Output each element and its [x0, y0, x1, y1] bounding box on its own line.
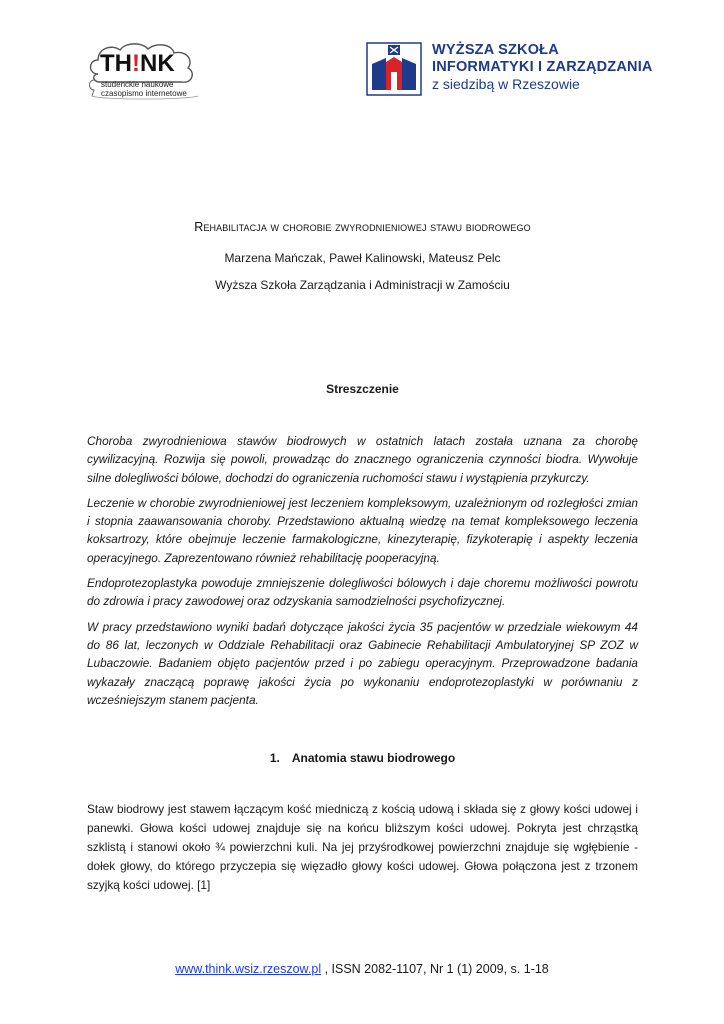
abstract	[87, 432, 638, 716]
think-logo	[86, 40, 204, 102]
section-title: Anatomia stawu biodrowego	[291, 751, 456, 765]
article-affiliation: Wyższa Szkoła Zarządzania i Administracji w Zamościu	[215, 278, 510, 292]
article-title: Rehabilitacja w chorobie zwyrodnieniowej stawu biodrowego	[194, 220, 531, 234]
page-footer	[0, 962, 724, 976]
footer-citation: , ISSN 2082-1107, Nr 1 (1) 2009, s. 1-18	[321, 962, 549, 976]
think-wordmark: TH!NK	[100, 50, 175, 77]
article-authors: Marzena Mańczak, Paweł Kalinowski, Mateusz Pelc	[224, 251, 501, 265]
wsiz-logo	[366, 42, 656, 96]
wsiz-line-1: WYŻSZA SZKOŁA	[432, 42, 559, 58]
wsiz-line-3: z siedzibą w Rzeszowie	[432, 76, 580, 92]
abstract-paragraph: Endoprotezoplastyka powoduje zmniejszenie dolegliwości bólowych i daje choremu możliwości powrotu do zdrowia i pracy zawodowej oraz odzyskania samodzielności psychofizycznej.	[87, 576, 638, 609]
section-paragraph: Staw biodrowy jest stawem łączącym kość miedniczą z kością udową i składa się z głowy kości udowej i panewki. Głowa kości udowej znajduje się na końcu bliższym kości udowej. Pokryta jest chrząstką szklistą i stanowi około ¾ powierzchni kuli. Na jej przyśrodkowej powierzchni znajduje się wgłębienie - dołek głowy, do którego przyczepia się więzadło głowy kości udowej. Głowa połączona jest z trzonem szyjką kości udowej. [1]	[87, 802, 638, 892]
wsiz-line-2: INFORMATYKI I ZARZĄDZANIA	[432, 59, 653, 75]
think-subtitle-1: studenckie naukowe	[101, 80, 174, 89]
abstract-paragraph: W pracy przedstawiono wyniki badań dotyczące jakości życia 35 pacjentów w przedziale wiekowym 44 do 86 lat, leczonych w Oddziale Rehabilitacji oraz Gabinecie Rehabilitacji Ambulatoryjnej SP ZOZ w Lubaczowie. Badaniem objęto pacjentów przed i po zabiegu operacyjnym. Przeprowadzone badania wykazały znaczącą poprawę jakości życia po wykonaniu endoprotezoplastyki w porównaniu z wcześniejszym stanem pacjenta.	[87, 619, 638, 707]
journal-link[interactable]: www.think.wsiz.rzeszow.pl	[175, 962, 322, 976]
abstract-heading: Streszczenie	[326, 382, 399, 396]
section-number: 1.	[269, 751, 280, 765]
abstract-paragraph: Choroba zwyrodnieniowa stawów biodrowych w ostatnich latach została uznana za chorobę cywilizacyjną. Rozwija się powoli, prowadząc do znacznego ograniczenia czynności biodra. Wywołuje silne dolegliwości bólowe, dochodzi do ograniczenia ruchomości stawu i wystąpienia przykurczy.	[87, 434, 638, 485]
wsiz-name	[432, 42, 653, 93]
think-subtitle-2: czasopismo internetowe	[101, 89, 187, 98]
wsiz-crest-icon	[366, 42, 422, 96]
abstract-paragraph: Leczenie w chorobie zwyrodnieniowej jest leczeniem kompleksowym, uzależnionym od rozległości zmian i stopnia zaawansowania choroby. Przedstawiono aktualną wiedzę na temat kompleksowego leczenia koksartrozy, które obejmuje leczenie farmakologiczne, kinezyterapię, fizykoterapię i aspekty leczenia operacyjnego. Zaprezentowano również rehabilitację pooperacyjną.	[87, 495, 638, 565]
section-body	[87, 800, 638, 895]
section-heading	[87, 751, 638, 765]
